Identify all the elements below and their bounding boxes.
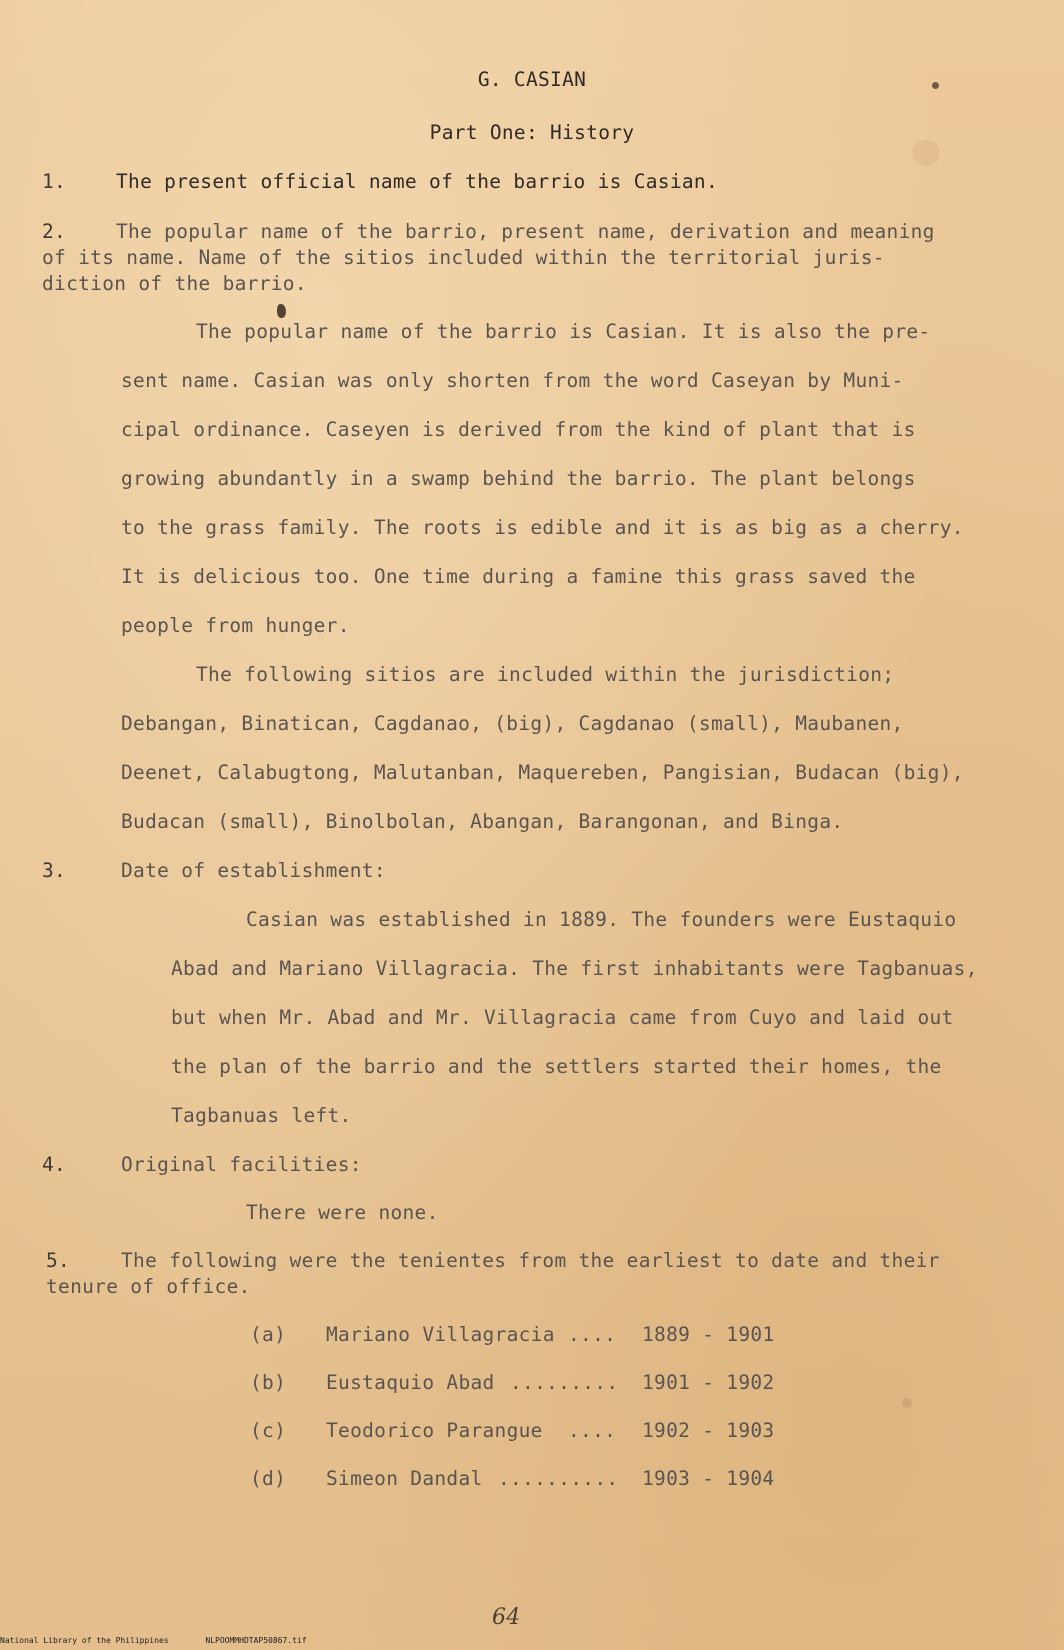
paragraph-line: Budacan (small), Binolbolan, Abangan, Barangonan, and Binga. (121, 810, 844, 833)
paragraph-line: Casian was established in 1889. The founders were Eustaquio (246, 908, 957, 931)
stain-spot (912, 140, 940, 166)
list-item (0, 1467, 1064, 1493)
paragraph-line: sent name. Casian was only shorten from the word Caseyan by Muni- (121, 369, 904, 392)
item-text: of its name. Name of the sitios included within the territorial juris- (42, 246, 885, 269)
tenure-years: 1902 - 1903 (642, 1419, 775, 1442)
paragraph-line: It is delicious too. One time during a famine this grass saved the (121, 565, 916, 588)
scan-footer (0, 1636, 339, 1645)
item-number: 3. (42, 859, 67, 882)
paragraph-line: growing abundantly in a swamp behind the barrio. The plant belongs (121, 467, 916, 490)
tenure-years: 1903 - 1904 (642, 1467, 775, 1490)
footer-file: NLPOOMMHDTAP50867.tif (205, 1636, 307, 1645)
paragraph-line: Deenet, Calabugtong, Malutanban, Maquereben, Pangisian, Budacan (big), (121, 761, 964, 784)
teniente-name: Mariano Villagracia (326, 1323, 555, 1346)
item-text: tenure of office. (46, 1275, 251, 1298)
page-number: 64 (492, 1605, 521, 1630)
item-number: 1. (42, 170, 67, 193)
paragraph-line: The following sitios are included within the jurisdiction; (196, 663, 895, 686)
paragraph-line: people from hunger. (121, 614, 350, 637)
list-item-letter: (a) (250, 1323, 287, 1346)
paragraph-line: the plan of the barrio and the settlers started their homes, the (171, 1055, 942, 1078)
paragraph-line: The popular name of the barrio is Casian. It is also the pre- (196, 320, 931, 343)
paragraph-line: Debangan, Binatican, Cagdanao, (big), Cagdanao (small), Maubanen, (121, 712, 904, 735)
leader-dots: ......... (510, 1371, 619, 1394)
section-heading: Part One: History (429, 121, 635, 144)
document-title: G. CASIAN (477, 68, 587, 91)
item-text: diction of the barrio. (42, 272, 307, 295)
list-item-letter: (d) (250, 1467, 287, 1490)
item-number: 4. (42, 1153, 67, 1176)
paragraph-line: cipal ordinance. Caseyen is derived from the kind of plant that is (121, 418, 916, 441)
item-text: The present official name of the barrio is Casian. (116, 170, 718, 193)
leader-dots: .... (568, 1419, 617, 1442)
stain-spot (902, 1398, 912, 1408)
paragraph-line: Abad and Mariano Villagracia. The first inhabitants were Tagbanuas, (171, 957, 978, 980)
paragraph-line: but when Mr. Abad and Mr. Villagracia came from Cuyo and laid out (171, 1006, 954, 1029)
list-item-letter: (c) (250, 1419, 287, 1442)
paragraph-line: There were none. (246, 1201, 439, 1224)
ink-spot (932, 82, 939, 89)
tenure-years: 1889 - 1901 (642, 1323, 775, 1346)
teniente-name: Eustaquio Abad (326, 1371, 495, 1394)
teniente-name: Teodorico Parangue (326, 1419, 543, 1442)
paragraph-line: Tagbanuas left. (171, 1104, 352, 1127)
item-text: Original facilities: (121, 1153, 362, 1176)
footer-source: National Library of the Philippines (0, 1636, 169, 1645)
leader-dots: .......... (498, 1467, 619, 1490)
paragraph-line: to the grass family. The roots is edible and it is as big as a cherry. (121, 516, 964, 539)
list-item (0, 1371, 1064, 1397)
ink-blot (277, 304, 286, 318)
item-text: The following were the tenientes from the earliest to date and their (121, 1249, 940, 1272)
item-number: 2. (42, 220, 67, 243)
list-item (0, 1323, 1064, 1349)
tenure-years: 1901 - 1902 (642, 1371, 775, 1394)
item-text: The popular name of the barrio, present name, derivation and meaning (116, 220, 935, 243)
leader-dots: .... (568, 1323, 617, 1346)
item-number: 5. (46, 1249, 71, 1272)
teniente-name: Simeon Dandal (326, 1467, 483, 1490)
list-item-letter: (b) (250, 1371, 287, 1394)
item-text: Date of establishment: (121, 859, 386, 882)
list-item (0, 1419, 1064, 1445)
